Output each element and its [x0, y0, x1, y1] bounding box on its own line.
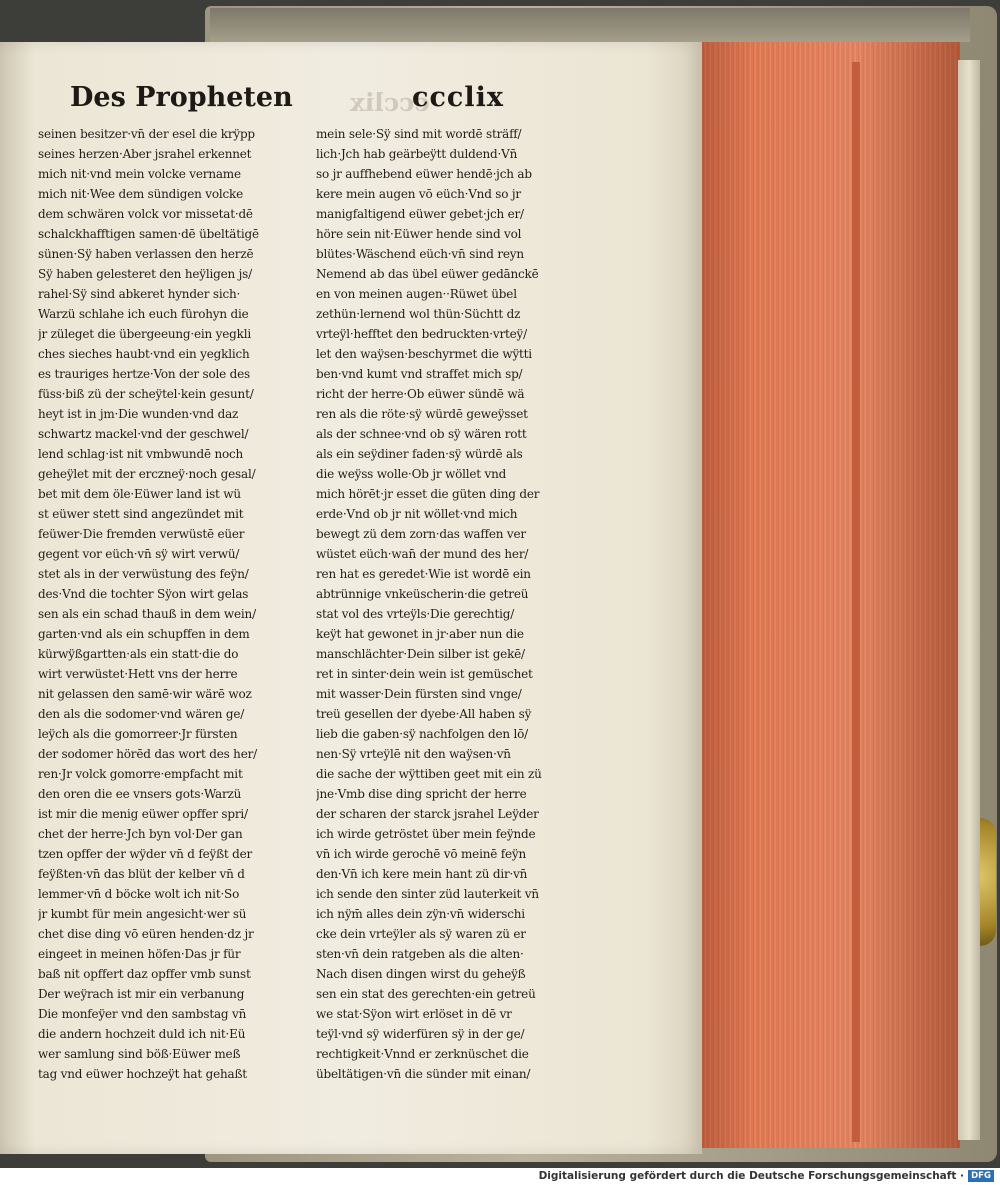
text-line: feÿßten·vn̄ das blüt der kelber vn̄ d — [38, 867, 245, 881]
text-line: rahel·Sÿ sind abkeret hynder sich· — [38, 287, 241, 301]
text-line: let den waÿsen·beschyrmet die wÿtti — [316, 347, 532, 361]
text-line: tag vnd eüwer hochzeÿt hat gehaßt — [38, 1067, 247, 1081]
page-block-gap — [852, 62, 860, 1142]
text-line: höre sein nit·Eüwer hende sind vol — [316, 227, 522, 241]
text-line: als der schnee·vnd ob sÿ wären rott — [316, 427, 527, 441]
text-line: ich wirde getröstet über mein feÿnde — [316, 827, 536, 841]
text-line: blütes·Wäschend eüch·vn̄ sind reyn — [316, 247, 524, 261]
text-line: wüstet eüch·wan̄ der mund des her/ — [316, 547, 529, 561]
text-line: geheÿlet mit der erczneÿ·noch gesal/ — [38, 467, 256, 481]
text-line: seines herzen·Aber jsrahel erkennet — [38, 147, 252, 161]
text-line: die andern hochzeit duld ich nit·Eü — [38, 1027, 246, 1041]
text-line: ich nÿm̄ alles dein zÿn·vn̄ widerschi — [316, 907, 525, 921]
text-line: st eüwer stett sind angezündet mit — [38, 507, 244, 521]
text-line: des·Vnd die tochter Sÿon wirt gelas — [38, 587, 249, 601]
text-line: ches sieches haubt·vnd ein yegklich — [38, 347, 250, 361]
text-line: jr züleget die übergeeung·ein yegkli — [38, 327, 251, 341]
text-line: ren hat es geredet·Wie ist wordē ein — [316, 567, 531, 581]
text-line: füss·biß zü der scheÿtel·kein gesunt/ — [38, 387, 254, 401]
text-line: ret in sinter·dein wein ist gemüschet — [316, 667, 533, 681]
text-line: lemmer·vn̄ d böcke wolt ich nit·So — [38, 887, 240, 901]
text-line: heyt ist in jm·Die wunden·vnd daz — [38, 407, 239, 421]
text-line: die sache der wÿttiben geet mit ein zü — [316, 767, 542, 781]
text-column-right — [316, 124, 586, 1084]
text-line: feüwer·Die fremden verwüstē eüer — [38, 527, 245, 541]
text-line: bet mit dem öle·Eüwer land ist wü — [38, 487, 241, 501]
text-line: ich sende den sinter züd lauterkeit vn̄ — [316, 887, 539, 901]
text-line: ren·Jr volck gomorre·empfacht mit — [38, 767, 243, 781]
text-line: keÿt hat gewonet in jr·aber nun die — [316, 627, 524, 641]
page-edge-shade — [702, 42, 960, 1148]
text-line: sen ein stat des gerechten·ein getreü — [316, 987, 536, 1001]
text-line: teÿl·vnd sÿ widerfüren sÿ in der ge/ — [316, 1027, 525, 1041]
text-line: kürwÿßgartten·als ein statt·die do — [38, 647, 239, 661]
text-line: den oren die ee vnsers gots·Warzü — [38, 787, 242, 801]
text-line: seinen besitzer·vn̄ der esel die krÿpp — [38, 127, 255, 141]
text-line: Der weÿrach ist mir ein verbanung — [38, 987, 245, 1001]
text-line: leÿch als die gomorreer·Jr fürsten — [38, 727, 238, 741]
text-line: so jr auffhebend eüwer hendē·jch ab — [316, 167, 532, 181]
flyleaf-edge — [958, 60, 980, 1140]
text-line: eingeet in meinen höfen·Das jr für — [38, 947, 241, 961]
text-line: nen·Sÿ vrteÿlē nit den waÿsen·vn̄ — [316, 747, 511, 761]
text-line: lend schlag·ist nit vmbwundē noch — [38, 447, 244, 461]
text-line: wer samlung sind böß·Eüwer meß — [38, 1047, 241, 1061]
text-line: lieb die gaben·sÿ nachfolgen den lō/ — [316, 727, 529, 741]
footer-bar — [0, 1168, 1000, 1185]
folio-number: ccclix — [412, 82, 504, 113]
text-line: erde·Vnd ob jr nit wöllet·vnd mich — [316, 507, 518, 521]
text-line: mich nit·vnd mein volcke vername — [38, 167, 241, 181]
text-line: chet dise ding vō eüren henden·dz jr — [38, 927, 254, 941]
text-line: mich nit·Wee dem sündigen volcke — [38, 187, 244, 201]
text-line: kere mein augen vō eüch·Vnd so jr — [316, 187, 521, 201]
text-line: den als die sodomer·vnd wären ge/ — [38, 707, 245, 721]
text-line: Nach disen dingen wirst du geheÿß — [316, 967, 526, 981]
text-line: nit gelassen den samē·wir wärē woz — [38, 687, 252, 701]
text-line: den·Vn̄ ich kere mein hant zü dir·vn̄ — [316, 867, 528, 881]
text-line: chet der herre·Jch byn vol·Der gan — [38, 827, 243, 841]
text-line: en von meinen augen··Rüwet übel — [316, 287, 517, 301]
text-line: Die monfeÿer vnd den sambstag vn̄ — [38, 1007, 247, 1021]
text-line: sünen·Sÿ haben verlassen den herzē — [38, 247, 254, 261]
text-line: der scharen der starck jsrahel Leÿder — [316, 807, 539, 821]
text-line: treü gesellen der dyebe·All haben sÿ — [316, 707, 532, 721]
text-line: lich·Jch hab geärbeÿtt duldend·Vn̄ — [316, 147, 518, 161]
text-line: jr kumbt für mein angesicht·wer sü — [38, 907, 247, 921]
text-line: sen als ein schad thauß in dem wein/ — [38, 607, 256, 621]
text-line: stat vol des vrteÿls·Die gerechtig/ — [316, 607, 515, 621]
text-line: zethün·lernend wol thün·Süchtt dz — [316, 307, 521, 321]
dfg-logo: DFG — [968, 1170, 994, 1182]
text-line: Nemend ab das übel eüwer gedānckē — [316, 267, 539, 281]
text-line: vrteÿl·hefftet den bedruckten·vrteÿ/ — [316, 327, 527, 341]
text-line: manigfaltigend eüwer gebet·jch er/ — [316, 207, 524, 221]
text-line: we stat·Sÿon wirt erlöset in dē vr — [316, 1007, 512, 1021]
text-line: richt der herre·Ob eüwer sündē wä — [316, 387, 525, 401]
text-line: manschlächter·Dein silber ist gekē/ — [316, 647, 525, 661]
text-line: dem schwären volck vor missetat·dē — [38, 207, 253, 221]
text-line: ist mir die menig eüwer opffer spri/ — [38, 807, 248, 821]
text-line: übeltätigen·vn̄ die sünder mit einan/ — [316, 1067, 531, 1081]
text-line: mein sele·Sÿ sind mit wordē sträff/ — [316, 127, 522, 141]
text-line: gegent vor eüch·vn̄ sÿ wirt verwü/ — [38, 547, 240, 561]
text-line: Sÿ haben gelesteret den heÿligen js/ — [38, 267, 252, 281]
cover-top-edge — [210, 8, 970, 42]
text-line: vn̄ ich wirde gerochē vō meinē feÿn — [316, 847, 527, 861]
text-line: es trauriges hertze·Von der sole des — [38, 367, 251, 381]
text-line: bewegt zü dem zorn·das waffen ver — [316, 527, 526, 541]
show-through-text: ccclix — [350, 88, 430, 117]
text-line: garten·vnd als ein schupffen in dem — [38, 627, 250, 641]
text-line: jne·Vmb dise ding spricht der herre — [316, 787, 527, 801]
text-line: stet als in der verwüstung des feÿn/ — [38, 567, 249, 581]
text-line: die weÿss wolle·Ob jr wöllet vnd — [316, 467, 507, 481]
text-line: ben·vnd kumt vnd straffet mich sp/ — [316, 367, 523, 381]
text-line: rechtigkeit·Vnnd er zerknüschet die — [316, 1047, 529, 1061]
text-line: schwartz mackel·vnd der geschwel/ — [38, 427, 249, 441]
text-line: wirt verwüstet·Hett vns der herre — [38, 667, 238, 681]
text-line: als ein seÿdiner faden·sÿ würdē als — [316, 447, 523, 461]
running-head-left: Des Propheten — [70, 82, 293, 113]
funding-credit: Digitalisierung gefördert durch die Deutsche Forschungsgemeinschaft · — [538, 1170, 964, 1182]
text-line: ren als die röte·sÿ würdē geweÿsset — [316, 407, 528, 421]
text-line: mich hörēt·jr esset die güten ding der — [316, 487, 540, 501]
text-line: Warzü schlahe ich euch fürohyn die — [38, 307, 249, 321]
text-line: der sodomer hörēd das wort des her/ — [38, 747, 257, 761]
text-line: tzen opffer der wÿder vn̄ d feÿßt der — [38, 847, 253, 861]
text-line: baß nit opffert daz opffer vmb sunst — [38, 967, 251, 981]
text-column-left — [38, 124, 288, 1084]
text-line: sten·vn̄ dein ratgeben als die alten· — [316, 947, 524, 961]
text-line: schalckhafftigen samen·dē übeltätigē — [38, 227, 259, 241]
text-line: mit wasser·Dein fürsten sind vnge/ — [316, 687, 522, 701]
text-line: cke dein vrteÿler als sÿ waren zü er — [316, 927, 526, 941]
text-line: abtrünnige vnkeüscherin·die getreü — [316, 587, 529, 601]
